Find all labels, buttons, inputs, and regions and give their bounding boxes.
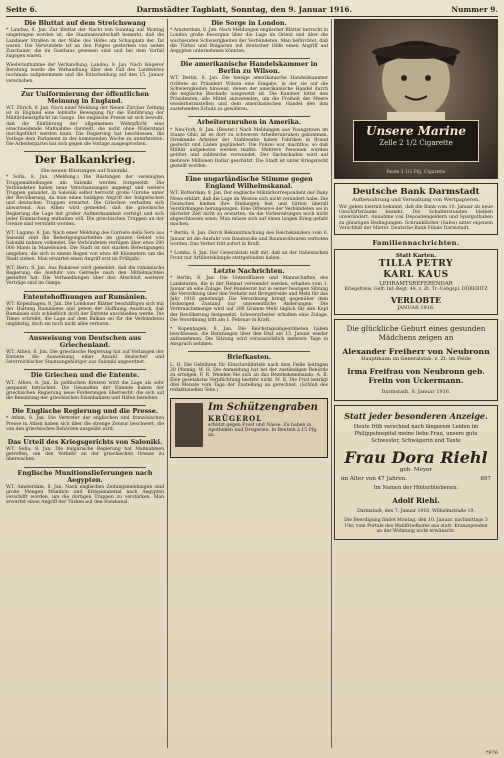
- footer-number: *976: [485, 750, 498, 756]
- article-headline: Die Sorge in London.: [211, 19, 287, 27]
- issue-number: Nummer 9.: [451, 4, 498, 14]
- father-rank: Hauptmann im Generalstab, z. Zt. im Felde: [361, 356, 471, 363]
- article-separator: [188, 116, 310, 117]
- groom-detail: Kriegsfreiw. Gefr. Inf.-Regt. 48, z. Zt. Tr.-Uebgspl. DÖBERITZ: [344, 287, 488, 293]
- article-separator: [188, 173, 310, 174]
- ad-brand: KRÜGEROL: [208, 413, 263, 423]
- article-body: Wiederaufnahme der Verhandlung. Landau, 8. Jan. Nach längerer Beratung wurde die Verhandlung über den Fall des Landwirtes nochmals aufgenommen und die Entscheidung auf den 15. Januar verschoben.: [6, 63, 164, 84]
- article-headline: Arbeiterunruhen in Amerika.: [196, 118, 302, 127]
- article: [170, 119, 328, 168]
- article-separator: [24, 151, 146, 152]
- article: [6, 154, 164, 227]
- marine-tagline: Beste 3 1/2 Pfg. Cigarette: [386, 170, 446, 175]
- article: [170, 231, 328, 246]
- article-body: L. H. Die Gebühren für Einschreibbriefe nach dem Felde betragen 20 Pfennig. W. H. Die Anmeldung hat bei der zuständigen Behörde zu erfolgen. P. R. Wenden Sie sich an das Bezirkskommando. A. B. Eine gesetzliche Verpflichtung besteht nicht. M. K. Die Frist beträgt drei Monate vom Tage der Zustellung an gerechnet. (Schluß des redaktionellen Teils.): [170, 362, 328, 394]
- soldier-image: [175, 403, 203, 447]
- signature-intro: Im Namen der Hinterbliebenen:: [373, 485, 459, 492]
- article-subheading: Die neuen Rüstungen auf Saloniki.: [41, 168, 129, 175]
- article: [6, 372, 164, 401]
- marine-price: Zelle 2 1/2 Cigarette: [379, 139, 453, 147]
- article-body: * Berlin, 8. Jan. Die Unteroffiziere und Mannschaften des Landsturms, die in der Heimat verwendet werden, erhalten vom 1. Januar ab eine Zulage. Der Bundesrat hat in seiner heutigen Sitzung die Verordnung über den Verkehr mit Brotgetreide und Mehl für das Jahr 1916 genehmigt. Die Verordnung bringt gegenüber dem bisherigen Zustand nur unwesentliche Änderungen. Die Verbrauchsmenge wird auf 200 Gramm Mehl täglich für den Kopf der Bevölkerung festgesetzt. Schwerarbeiter erhalten eine Zulage. Die Verordnung tritt am 1. Februar in Kraft.: [170, 276, 328, 323]
- article-headline: Eine ungarländische Stimme gegen England Wilhelmskanal.: [185, 174, 313, 191]
- deceased-name: Frau Dora Riehl: [344, 448, 488, 468]
- article-separator: [24, 467, 146, 468]
- death-text: Heute früh verschied nach längerem Leiden im Philippshospital meine liebe Frau, unsere gute Schwester, Schwägerin und Tante: [353, 424, 479, 444]
- article: [6, 266, 164, 287]
- article-body: W.T. Lugano, 8. Jan. Nach einer Meldung des Corriere della Sera aus Saloniki sind die Befestigungsarbeiten im ganzen Gebiet von Saloniki nahezu vollendet. Die Verbündeten verfügen über etwa 200 000 Mann in Mazedonien. Die Stadt ist mit starken Befestigungen umgeben, die sich in einem Bogen von etwa 40 Kilometern um die Stadt ziehen. Man erwartet einen Angriff erst im Frühjahr.: [6, 230, 164, 262]
- article-separator: [188, 351, 310, 352]
- article: [6, 63, 164, 84]
- birth-date: Darmstadt, 8. Januar 1916.: [381, 389, 451, 396]
- deceased-age: im Alter von 47 Jahren.: [341, 476, 408, 483]
- article: [6, 335, 164, 366]
- article-headline: Ententehoffnungen auf Rumänien.: [22, 292, 148, 301]
- bank-subtitle: Aufbewahrung und Verwaltung von Wertpapieren.: [352, 197, 480, 203]
- engagement-date: JANUAR 1916.: [397, 304, 435, 311]
- column-3: [334, 19, 498, 748]
- article-body: W.T. Kopenhagen, 8. Jan. Die Londoner Blätter beschäftigen sich mit der Haltung Rumäniens und geben der Hoffnung Ausdruck, daß Rumänien sich schließlich doch der Entente anschließen werde. Die Times schreibt, die Lage auf dem Balkan sei für die Verbündeten ungünstig, doch sei noch nicht alles verloren.: [6, 301, 164, 328]
- page-header: [6, 3, 498, 15]
- father-name: Alexander Freiherr von Neubronn: [342, 346, 490, 356]
- article-headline: Briefkasten.: [226, 353, 272, 362]
- article-headline: Die Griechen und die Entente.: [30, 371, 140, 380]
- article-body: W.T. Bern, 8. Jan. Aus Bukarest wird gemeldet, daß die rumänische Regierung die Ausfuhr von Getreide nach den Mittelmächten gestattet hat. Die Verhandlungen über den Abschluß weiterer Verträge sind im Gange.: [6, 265, 164, 287]
- article-headline: Der Balkankrieg.: [34, 154, 136, 167]
- article: [170, 176, 328, 228]
- marine-brand: Unsere Marine: [365, 124, 466, 138]
- deceased-age-row: [341, 476, 491, 482]
- page-number-left: Seite 6.: [6, 4, 38, 14]
- article: [170, 354, 328, 393]
- article-headline: Die amerikanische Handelskammer in Berlin zu Wilson.: [180, 59, 318, 76]
- engagement-announcement: [334, 249, 498, 315]
- article-body: W.T. Sofia, 8. Jan. Die bulgarische Regierung hat Maßnahmen getroffen, um den Verkehr an der griechischen Grenze zu überwachen.: [6, 447, 164, 463]
- ad-title: Im Schützengraben: [208, 401, 318, 413]
- signature: Adolf Riehl.: [392, 495, 440, 505]
- advertisement-schuetzengraben: [170, 398, 328, 458]
- article: [170, 251, 328, 261]
- article: [6, 470, 164, 506]
- article: [6, 408, 164, 432]
- statt-karten: Statt Karten.: [395, 253, 437, 260]
- article-separator: [24, 369, 146, 370]
- advertisement-deutsche-bank: [334, 183, 498, 235]
- ad-number: 897: [480, 476, 491, 483]
- column-divider: [167, 19, 168, 748]
- article-body: W.T. Amsterdam, 8. Jan. Nach englischen Zeitungsmeldungen sind große Mengen Munition und Kriegsmaterial nach Aegypten verschifft worden, um die dortigen Truppen zu verstärken. Man erwartet einen Angriff der Türken auf den Suezkanal.: [6, 484, 164, 506]
- article-body: * Athen, 8. Jan. Die Vertreter der englischen und französischen Presse in Athen haben sich über die strenge Zensur beschwert, die von den griechischen Behörden ausgeübt wird.: [6, 416, 164, 432]
- article: [170, 61, 328, 113]
- header-rule: [6, 16, 498, 17]
- death-notice: [334, 405, 498, 540]
- bride-name: TILLA PETRY: [378, 259, 454, 270]
- article-separator: [24, 291, 146, 292]
- article-headline: Ausweisung von Deutschen aus Griechenland.: [28, 333, 142, 349]
- article-body: W.T. Athen, 8. Jan. In politischen Kreisen wird die Lage als sehr gespannt betrachtet. Die Gesandten der Entente haben der griechischen Regierung neue Forderungen überreicht, die sich auf die Benutzung der griechischen Eisenbahnen und Häfen beziehen.: [6, 380, 164, 402]
- article-body: W.T. Berlin, 8. Jan. Die hiesige amerikanische Handelskammer richtete an Präsident Wilson eine Eingabe, in der sie auf die Schwierigkeiten hinweist, denen der amerikanische Handel durch die englische Blockade ausgesetzt ist. Die Kammer bittet den Präsidenten, alle Mittel anzuwenden, um die Freiheit der Meere wiederherzustellen und dem amerikanischen Handel den ihm zustehenden Schutz zu gewähren.: [170, 76, 328, 113]
- article: [6, 294, 164, 328]
- advertisement-marine-cigarette: [334, 19, 498, 179]
- birth-intro: Die glückliche Geburt eines gesunden Mädchens zeigen an: [346, 323, 486, 342]
- article-headline: Letzte Nachrichten.: [213, 267, 285, 276]
- article-body: * Landau, 8. Jan. Zur Bluttat der Nacht von Sonntag auf Montag eingetragen worden ist, die Staatsanwaltschaft bemerkt, daß die Landauer Straßen in der Nähe des Hofes am Schauplatz der Tat waren. Die Verwundete ist an den Folgen gestorben von seiten Zuschauer, die im Gasthaus gewesen sind und bei dem Vorfall zugegen waren.: [6, 28, 164, 59]
- marine-banner: [353, 120, 479, 162]
- article: [170, 327, 328, 348]
- article-headline: Die Bluttat auf dem Streichswang: [24, 19, 146, 27]
- death-place-date: Darmstadt, den 7. Januar 1916. Wilhelmstraße 19.: [357, 508, 475, 514]
- article-body: * Lomba, 8. Jan. Der Generalstab teilt mit, daß an der italienischen Front nur Artilleriekämpfe stattgefunden haben.: [170, 250, 328, 262]
- ad-text: schützt gegen Frost und Nässe. Zu haben in Apotheken und Drogerien. In Beuteln à 15 Pfg. an.: [208, 422, 318, 439]
- article: [6, 91, 164, 148]
- article-body: * Neu-York, 8. Jan. (Reuter.) Nach Meldungen aus Youngstown im Staate Ohio ist es dort zu schweren Arbeiterunruhen gekommen. Streikende Arbeiter der Stahlwerke haben Fabriken in Brand gesteckt und Läden geplündert. Die Polizei war machtlos, so daß Militär aufgeboten werden mußte. Mehrere Personen wurden getötet und zahlreiche verwundet. Der Sachschaden wird auf mehrere Millionen Dollar geschätzt. Die Stadt ist unter Kriegsrecht gestellt worden.: [170, 127, 328, 169]
- article-separator: [24, 405, 146, 406]
- article-body: * Kopenhagen, 8. Jan. Die Reichstagsabgeordneten haben beschlossen, die Beratungen über den Etat am 15. Januar wieder aufzunehmen. Die Sitzung wird voraussichtlich mehrere Tage in Anspruch nehmen.: [170, 326, 328, 348]
- article-headline: Das Urteil des Kriegsgerichts von Saloniki.: [7, 437, 163, 446]
- article-body: W.T. Athen, 8. Jan. Die griechische Regierung hat auf Verlangen der Entente die Ausweisung einer Anzahl deutscher und österreichischer Staatsangehöriger aus Saloniki angeordnet.: [6, 349, 164, 366]
- groom-name: KARL KAUS: [383, 270, 449, 281]
- column-2: [170, 19, 328, 748]
- article: [170, 268, 328, 323]
- verlobte-label: VERLOBTE: [390, 294, 442, 305]
- funeral-details: Die Beerdigung findet Montag, den 10. Januar, nachmittags 3 Uhr, vom Portale des Waldfriedhofes aus statt. Kranzspenden an der Wohnung nicht erwünscht.: [344, 518, 488, 534]
- article: [6, 231, 164, 262]
- article-body: * Berlin, 8. Jan. Durch Bekanntmachung des Reichskanzlers vom 6. Januar ist die Ausfuhr von Baumwolle und Baumwollwaren verboten worden. Das Verbot tritt sofort in Kraft.: [170, 231, 328, 247]
- article: [170, 20, 328, 54]
- column-1: [6, 19, 164, 748]
- deceased-maiden-name: geb. Meyer: [399, 467, 433, 474]
- column-divider: [331, 19, 332, 748]
- article-separator: [188, 265, 310, 266]
- article-headline: Englische Munitionslieferungen nach Aegypten.: [17, 468, 153, 484]
- article-separator: [24, 332, 146, 333]
- family-news-heading: Familiennachrichten.: [372, 239, 460, 248]
- mother-name: Irma Freifrau von Neubronn geb. Freiin von Uckermann.: [347, 367, 485, 386]
- masthead-date: Darmstädter Tagblatt, Sonntag, den 9. Januar 1916.: [136, 4, 353, 14]
- groom-rank: LEHRAMTSREFERENDAR: [379, 281, 453, 288]
- bank-text: Wir geben hiermit bekannt, daß die Bank vom 10. Januar ab neue Geschäftsräume bezieht. Die Schalterstunden bleiben unverändert. Annahme von Depositengeldern und Sparguthaben zu günstigen Bedingungen. Schrankfächer (Safes) unter eigenem Verschluß der Mieter. Deutsche Bank Filiale Darmstadt.: [339, 205, 493, 231]
- birth-announcement: [334, 319, 498, 402]
- article-separator: [188, 58, 310, 59]
- article-headline: Die Englische Regierung und die Presse.: [11, 407, 159, 416]
- article-separator: [24, 88, 146, 89]
- article: [6, 20, 164, 59]
- article-body: W.T. Zürich, 8. Jan. Nach einer Meldung der Neuen Zürcher Zeitung ist in England eine lebhafte Bewegung für die Einführung der Militärdienstpflicht im Gange. Die englische Presse ist sich bewußt, daß die Einführung der allgemeinen Wehrpflicht eine einschneidende Maßnahme darstellt, die nicht ohne Widerstand durchgeführt werden kann. Die Regierung hat beschlossen, die Vorlage dem Parlament in der kommenden Woche zu unterbreiten. Die Arbeiterpartei hat sich gegen die Vorlage ausgesprochen.: [6, 106, 164, 148]
- article: [6, 439, 164, 463]
- article-separator: [24, 436, 146, 437]
- article-headline: Zur Uniformierung der öffentlichen Meinung in England.: [21, 89, 149, 105]
- article-body: * Sofia, 8. Jan. (Meldung.) Die Rüstungen der vereinigten Truppenabteilungen um Saloniki werden fortgesetzt. Die Verbündeten haben neue Verschanzungen angelegt und weitere Truppen gelandet. In Saloniki selbst herrscht große Unruhe unter der Bevölkerung, da man einen baldigen Angriff der bulgarischen und deutschen Truppen erwartet. Die Griechen verhalten sich abwartend. Aus Athen wird gemeldet, daß die griechische Regierung die Lage mit großer Aufmerksamkeit verfolgt und sich jeder Einmischung enthalten will. Die griechischen Truppen an der Grenze sind verstärkt worden.: [6, 175, 164, 227]
- article-body: * Amsterdam, 8. Jan. Nach Meldungen englischer Blätter herrscht in London große Besorgnis über die Lage im Orient und über die wachsenden Schwierigkeiten der Verbündeten. Man befürchtet, daß die Türkei und Bulgarien mit deutscher Hilfe einen Angriff auf Aegypten unternehmen könnten.: [170, 28, 328, 54]
- bank-title: Deutsche Bank Darmstadt: [352, 187, 480, 197]
- article-body: W.T. Rotterdam, 8. Jan. Der englische Militärkorrespondent der Daily News erklärt, daß die Lage im Westen sich nicht verändert habe. Die Deutschen hielten ihre Stellungen fest und hätten überall Verstärkungen herangezogen. Eine Offensive der Verbündeten sei in nächster Zeit nicht zu erwarten, da die Vorbereitungen noch nicht abgeschlossen seien. Man müsse sich auf einen langen Krieg gefaßt machen.: [170, 191, 328, 228]
- death-heading: Statt jeder besonderen Anzeige.: [344, 411, 488, 422]
